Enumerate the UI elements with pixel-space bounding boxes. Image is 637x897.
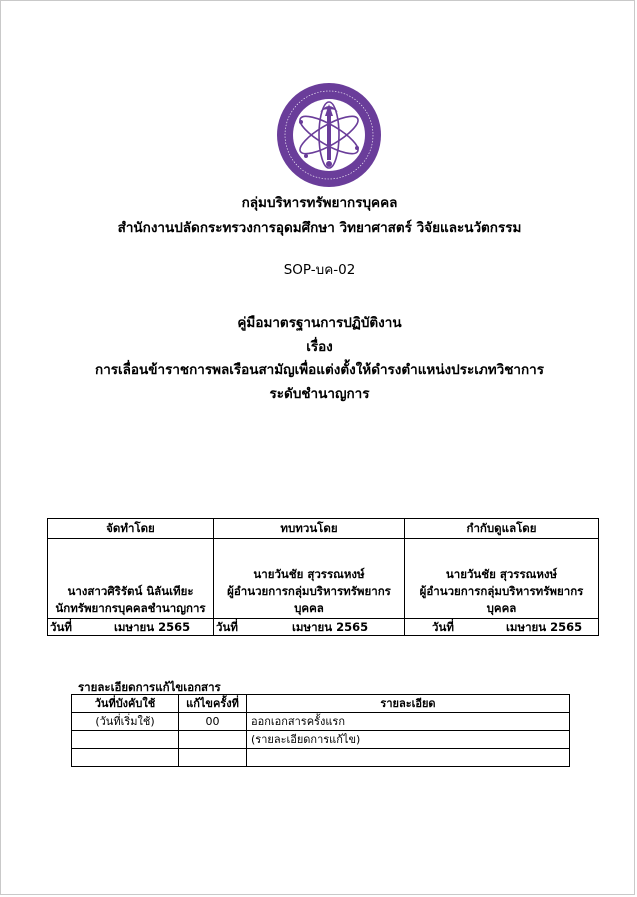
header-supervised-by: กำกับดูแลโดย: [405, 519, 599, 539]
revision-no-cell: 00: [179, 713, 247, 731]
date-cell-3: [405, 619, 599, 636]
org-line-1: กลุ่มบริหารทรัพยากรบุคคล: [241, 195, 398, 211]
doc-code: SOP-บค-02: [283, 262, 356, 278]
title-line-3: การเลื่อนข้าราชการพลเรือนสามัญเพื่อแต่งตั้งให้ดำรงตำแหน่งประเภทวิชาการ: [95, 362, 544, 378]
header-reviewed-by: ทบทวนโดย: [214, 519, 405, 539]
col-details: รายละเอียด: [247, 695, 570, 713]
revision-no-cell: [179, 749, 247, 767]
details-cell: (รายละเอียดการแก้ไข): [247, 731, 570, 749]
table-row: [72, 749, 570, 767]
ministry-seal-icon: [276, 82, 382, 188]
details-cell: [247, 749, 570, 767]
date-value: เมษายน 2565: [292, 619, 369, 634]
date-label: วันที่: [216, 619, 238, 634]
effective-date-cell: [72, 731, 179, 749]
details-cell: ออกเอกสารครั้งแรก: [247, 713, 570, 731]
signer-position: ผู้อำนวยการกลุ่มบริหารทรัพยากรบุคคล: [419, 584, 584, 615]
effective-date-cell: [72, 749, 179, 767]
table-row: [72, 731, 570, 749]
date-label: วันที่: [432, 619, 454, 634]
col-effective-date: วันที่บังคับใช้: [72, 695, 179, 713]
date-cell-2: [214, 619, 405, 636]
title-line-2: เรื่อง: [306, 339, 333, 355]
col-revision-no: แก้ไขครั้งที่: [179, 695, 247, 713]
signer-name: นางสาวศิริรัตน์ นิลันเทียะ: [67, 584, 194, 598]
signature-cell-2: [214, 539, 405, 619]
date-value: เมษายน 2565: [114, 619, 191, 634]
title-line-1: คู่มือมาตรฐานการปฏิบัติงาน: [237, 315, 402, 331]
date-label: วันที่: [50, 619, 72, 634]
revision-section-title: รายละเอียดการแก้ไขเอกสาร: [78, 680, 221, 694]
signature-cell-1: [48, 539, 214, 619]
header-prepared-by: จัดทำโดย: [48, 519, 214, 539]
signer-name: นายวันชัย สุวรรณหงษ์: [253, 567, 365, 581]
revision-no-cell: [179, 731, 247, 749]
signer-name: นายวันชัย สุวรรณหงษ์: [445, 567, 558, 581]
title-line-4: ระดับชำนาญการ: [269, 386, 370, 402]
effective-date-cell: (วันที่เริ่มใช้): [72, 713, 179, 731]
date-cell-1: [48, 619, 214, 636]
date-value: เมษายน 2565: [506, 619, 583, 634]
revision-table: [71, 694, 570, 767]
signer-position: นักทรัพยากรบุคคลชำนาญการ: [55, 601, 206, 615]
table-row: [72, 713, 570, 731]
signature-cell-3: [405, 539, 599, 619]
signature-table: [47, 518, 599, 636]
signer-position: ผู้อำนวยการกลุ่มบริหารทรัพยากรบุคคล: [227, 584, 391, 615]
org-line-2: สำนักงานปลัดกระทรวงการอุดมศึกษา วิทยาศาสตร์ วิจัยและนวัตกรรม: [117, 220, 522, 236]
